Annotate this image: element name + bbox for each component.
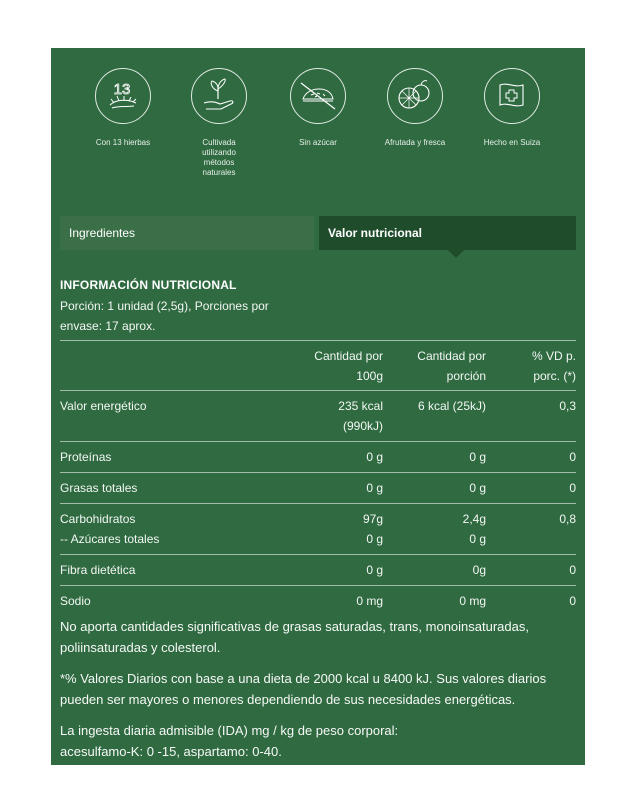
info-tabs	[60, 216, 576, 250]
nutrition-notes	[60, 616, 576, 762]
features-row	[51, 68, 585, 218]
feature-herbs	[73, 68, 173, 148]
table-row: Carbohidratos -- Azúcares totales 97g 0 g 2,4g 0 g 0,8	[60, 504, 576, 555]
fruit-icon	[387, 68, 443, 124]
table-row: Grasas totales 0 g 0 g 0	[60, 473, 576, 504]
table-header-row: Cantidad por 100g Cantidad por porción % VD p. porc. (*)	[60, 341, 576, 391]
table-row: Fibra dietética 0 g 0g 0	[60, 555, 576, 586]
herbs-13-icon	[95, 68, 151, 124]
feature-label: Afrutada y fresca	[384, 138, 446, 147]
feature-label: Hecho en Suiza	[483, 138, 541, 147]
note-text: No aporta cantidades significativas de grasas saturadas, trans, monoinsaturadas, poliinsaturadas y colesterol.	[60, 619, 529, 655]
note-text: acesulfamo-K: 0 -15, aspartamo: 0-40.	[60, 744, 282, 759]
feature-no-sugar	[268, 68, 368, 148]
product-info-panel	[51, 48, 585, 765]
swiss-flag-icon	[484, 68, 540, 124]
no-sugar-icon	[290, 68, 346, 124]
tab-nutrition[interactable]: Valor nutricional	[319, 216, 576, 250]
nutrition-content	[60, 278, 576, 762]
header-per-100g: Cantidad por	[314, 349, 383, 363]
feature-label: Sin azúcar	[299, 138, 337, 147]
nutrition-table	[60, 340, 576, 616]
feature-label: Cultivada utilizando métodos naturales	[202, 138, 236, 177]
active-tab-pointer	[448, 250, 464, 258]
plant-hand-icon	[191, 68, 247, 124]
portion-text: Porción: 1 unidad (2,5g), Porciones por envase: 17 aprox.	[60, 299, 269, 333]
nutrition-title: INFORMACIÓN NUTRICIONAL	[60, 278, 237, 292]
note-text: La ingesta diaria admisible (IDA) mg / kg de peso corporal:	[60, 723, 399, 738]
table-row: Valor energético 235 kcal (990kJ) 6 kcal (25kJ) 0,3	[60, 391, 576, 442]
header-per-portion: Cantidad por	[417, 349, 486, 363]
table-row: Proteínas 0 g 0 g 0	[60, 442, 576, 473]
feature-natural	[169, 68, 269, 178]
table-row: Sodio 0 mg 0 mg 0	[60, 586, 576, 617]
feature-label: Con 13 hierbas	[95, 138, 151, 147]
svg-text:13: 13	[113, 81, 131, 98]
feature-fruity	[365, 68, 465, 148]
tab-ingredients[interactable]: Ingredientes	[60, 216, 314, 250]
note-text: *% Valores Diarios con base a una dieta de 2000 kcal u 8400 kJ. Sus valores diarios pueden ser mayores o menores dependiendo de sus necesidades energéticas.	[60, 671, 547, 707]
feature-swiss	[462, 68, 562, 148]
header-daily-value: % VD p.	[531, 349, 576, 363]
